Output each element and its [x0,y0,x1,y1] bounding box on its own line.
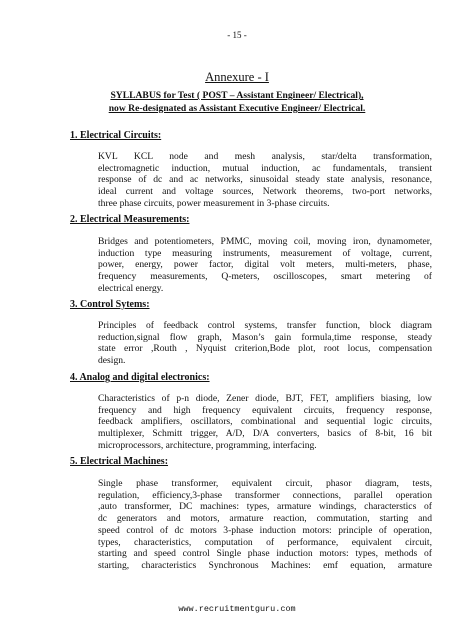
syllabus-title-line-1: SYLLABUS for Test ( POST – Assistant Engineer/ Electrical), [110,90,364,101]
body-line: induction type measuring instruments, measurement of voltage, current, [98,247,432,259]
body-line: frequency measurements, Q-meters, oscilloscopes, smart metering of [98,271,432,283]
section-heading-electrical-measurements: 2. Electrical Measurements: [70,214,190,225]
section-heading-analog-digital-electronics: 4. Analog and digital electronics: [70,372,210,383]
body-line: state error ,Routh , Nyquist criterion,Bode plot, root locus, compensation [98,343,432,355]
body-line: electromagnetic induction, mutual induction, ac fundamentals, transient [98,162,432,174]
body-line: dc generators and motors, armature reaction, commutation, starting and [98,513,432,525]
body-line: ideal current and voltage sources, Network theorems, two-port networks, [98,186,432,198]
footer-website: www.recruitmentguru.com [178,604,296,614]
body-line: Single phase transformer, equivalent circuit, phasor diagram, tests, [98,478,432,489]
body-line: frequency and high frequency equivalent circuits, frequency response, [98,404,432,416]
body-line: starting, characteristics Synchronous Machines: emf equation, armature [98,559,432,571]
section-heading-electrical-circuits: 1. Electrical Circuits: [70,130,162,141]
body-line: power, energy, power factor, digital volt meters, multi-meters, phase, [98,259,432,271]
body-line: regulation, efficiency,3-phase transformer connections, parallel operation [98,489,432,501]
section-heading-control-systems: 3. Control Sytems: [70,299,150,310]
body-line: ,auto transformer, DC machines: types, armature windings, characterstics of [98,501,432,513]
body-line: Characteristics of p-n diode, Zener diode, BJT, FET, amplifiers biasing, low [98,393,432,404]
body-line: three phase circuits, power measurement in 3-phase circuits. [98,197,330,209]
body-line: Principles of feedback control systems, transfer function, block diagram [98,320,432,331]
section-heading-electrical-machines: 5. Electrical Machines: [70,456,169,467]
section-body-electrical-circuits [98,151,432,210]
body-line: KVL KCL node and mesh analysis, star/delta transformation, [98,151,432,162]
section-body-electrical-measurements [98,236,432,295]
body-line: electrical energy. [98,282,164,294]
body-line: speed control of dc motors 3-phase induction motors: principle of operation, [98,524,432,536]
section-body-electrical-machines [98,478,432,572]
section-body-control-systems [98,320,432,367]
section-body-analog-digital-electronics [98,393,432,452]
annexure-title: Annexure - I [205,70,269,84]
body-line: types, characteristics, computation of performance, equivalent circuit, [98,536,432,548]
body-line: reduction,signal flow graph, Mason’s gain formula,time response, steady [98,331,432,343]
page-number: - 15 - [227,30,247,40]
body-line: response of dc and ac networks, sinusoidal steady state analysis, resonance, [98,174,432,186]
body-line: Bridges and potentiometers, PMMC, moving coil, moving iron, dynamometer, [98,236,432,247]
body-line: starting and speed control Single phase induction motors: types, methods of [98,548,432,560]
body-line: design. [98,355,126,367]
body-line: multiplexer, Schmitt trigger, A/D, D/A converters, basics of 8-bit, 16 bit [98,428,432,440]
body-line: microprocessors, architecture, programming, interfacing. [98,439,317,451]
syllabus-title-line-2: now Re-designated as Assistant Executive Engineer/ Electrical. [108,103,366,114]
body-line: feedback amplifiers, oscillators, combinational and sequential logic circuits, [98,416,432,428]
